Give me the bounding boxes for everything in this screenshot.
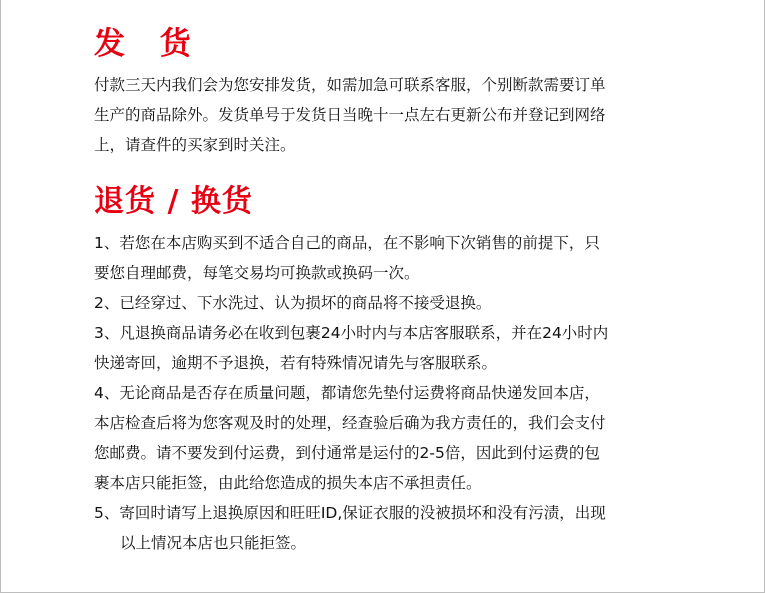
shipping-line: 付款三天内我们会为您安排发货，如需加急可联系客服，个别断款需要订单 (94, 76, 606, 94)
shipping-heading: 发 货 (94, 26, 203, 62)
returns-line: 1、若您在本店购买到不适合自己的商品，在不影响下次销售的前提下，只 (94, 234, 600, 252)
shipping-paragraph (94, 70, 694, 160)
returns-line: 要您自理邮费，每笔交易均可换款或换码一次。 (94, 264, 420, 282)
returns-line: 4、无论商品是否存在质量问题，都请您先垫付运费将商品快递发回本店， (94, 384, 600, 402)
returns-line: 快递寄回，逾期不予退换，若有特殊情况请先与客服联系。 (94, 354, 498, 372)
returns-line: 本店检查后将为您客观及时的处理，经查验后确为我方责任的，我们会支付 (94, 414, 606, 432)
returns-line: 裹本店只能拒签，由此给您造成的损失本店不承担责任。 (94, 474, 482, 492)
returns-line: 3、凡退换商品请务必在收到包裹24小时内与本店客服联系，并在24小时内 (94, 324, 609, 342)
shipping-line: 上，请查件的买家到时关注。 (94, 136, 296, 154)
returns-line: 2、已经穿过、下水洗过、认为损坏的商品将不接受退换。 (94, 294, 492, 312)
returns-line: 5、寄回时请写上退换原因和旺旺ID,保证衣服的没被损坏和没有污渍，出现 (94, 504, 606, 522)
returns-line: 您邮费。请不要发到付运费，到付通常是运付的2-5倍，因此到付运费的包 (94, 444, 600, 462)
returns-line: 以上情况本店也只能拒签。 (120, 534, 307, 552)
returns-heading: 退货 / 换货 (94, 184, 253, 219)
shipping-line: 生产的商品除外。发货单号于发货日当晚十一点左右更新公布并登记到网络 (94, 106, 606, 124)
returns-list (94, 228, 694, 558)
